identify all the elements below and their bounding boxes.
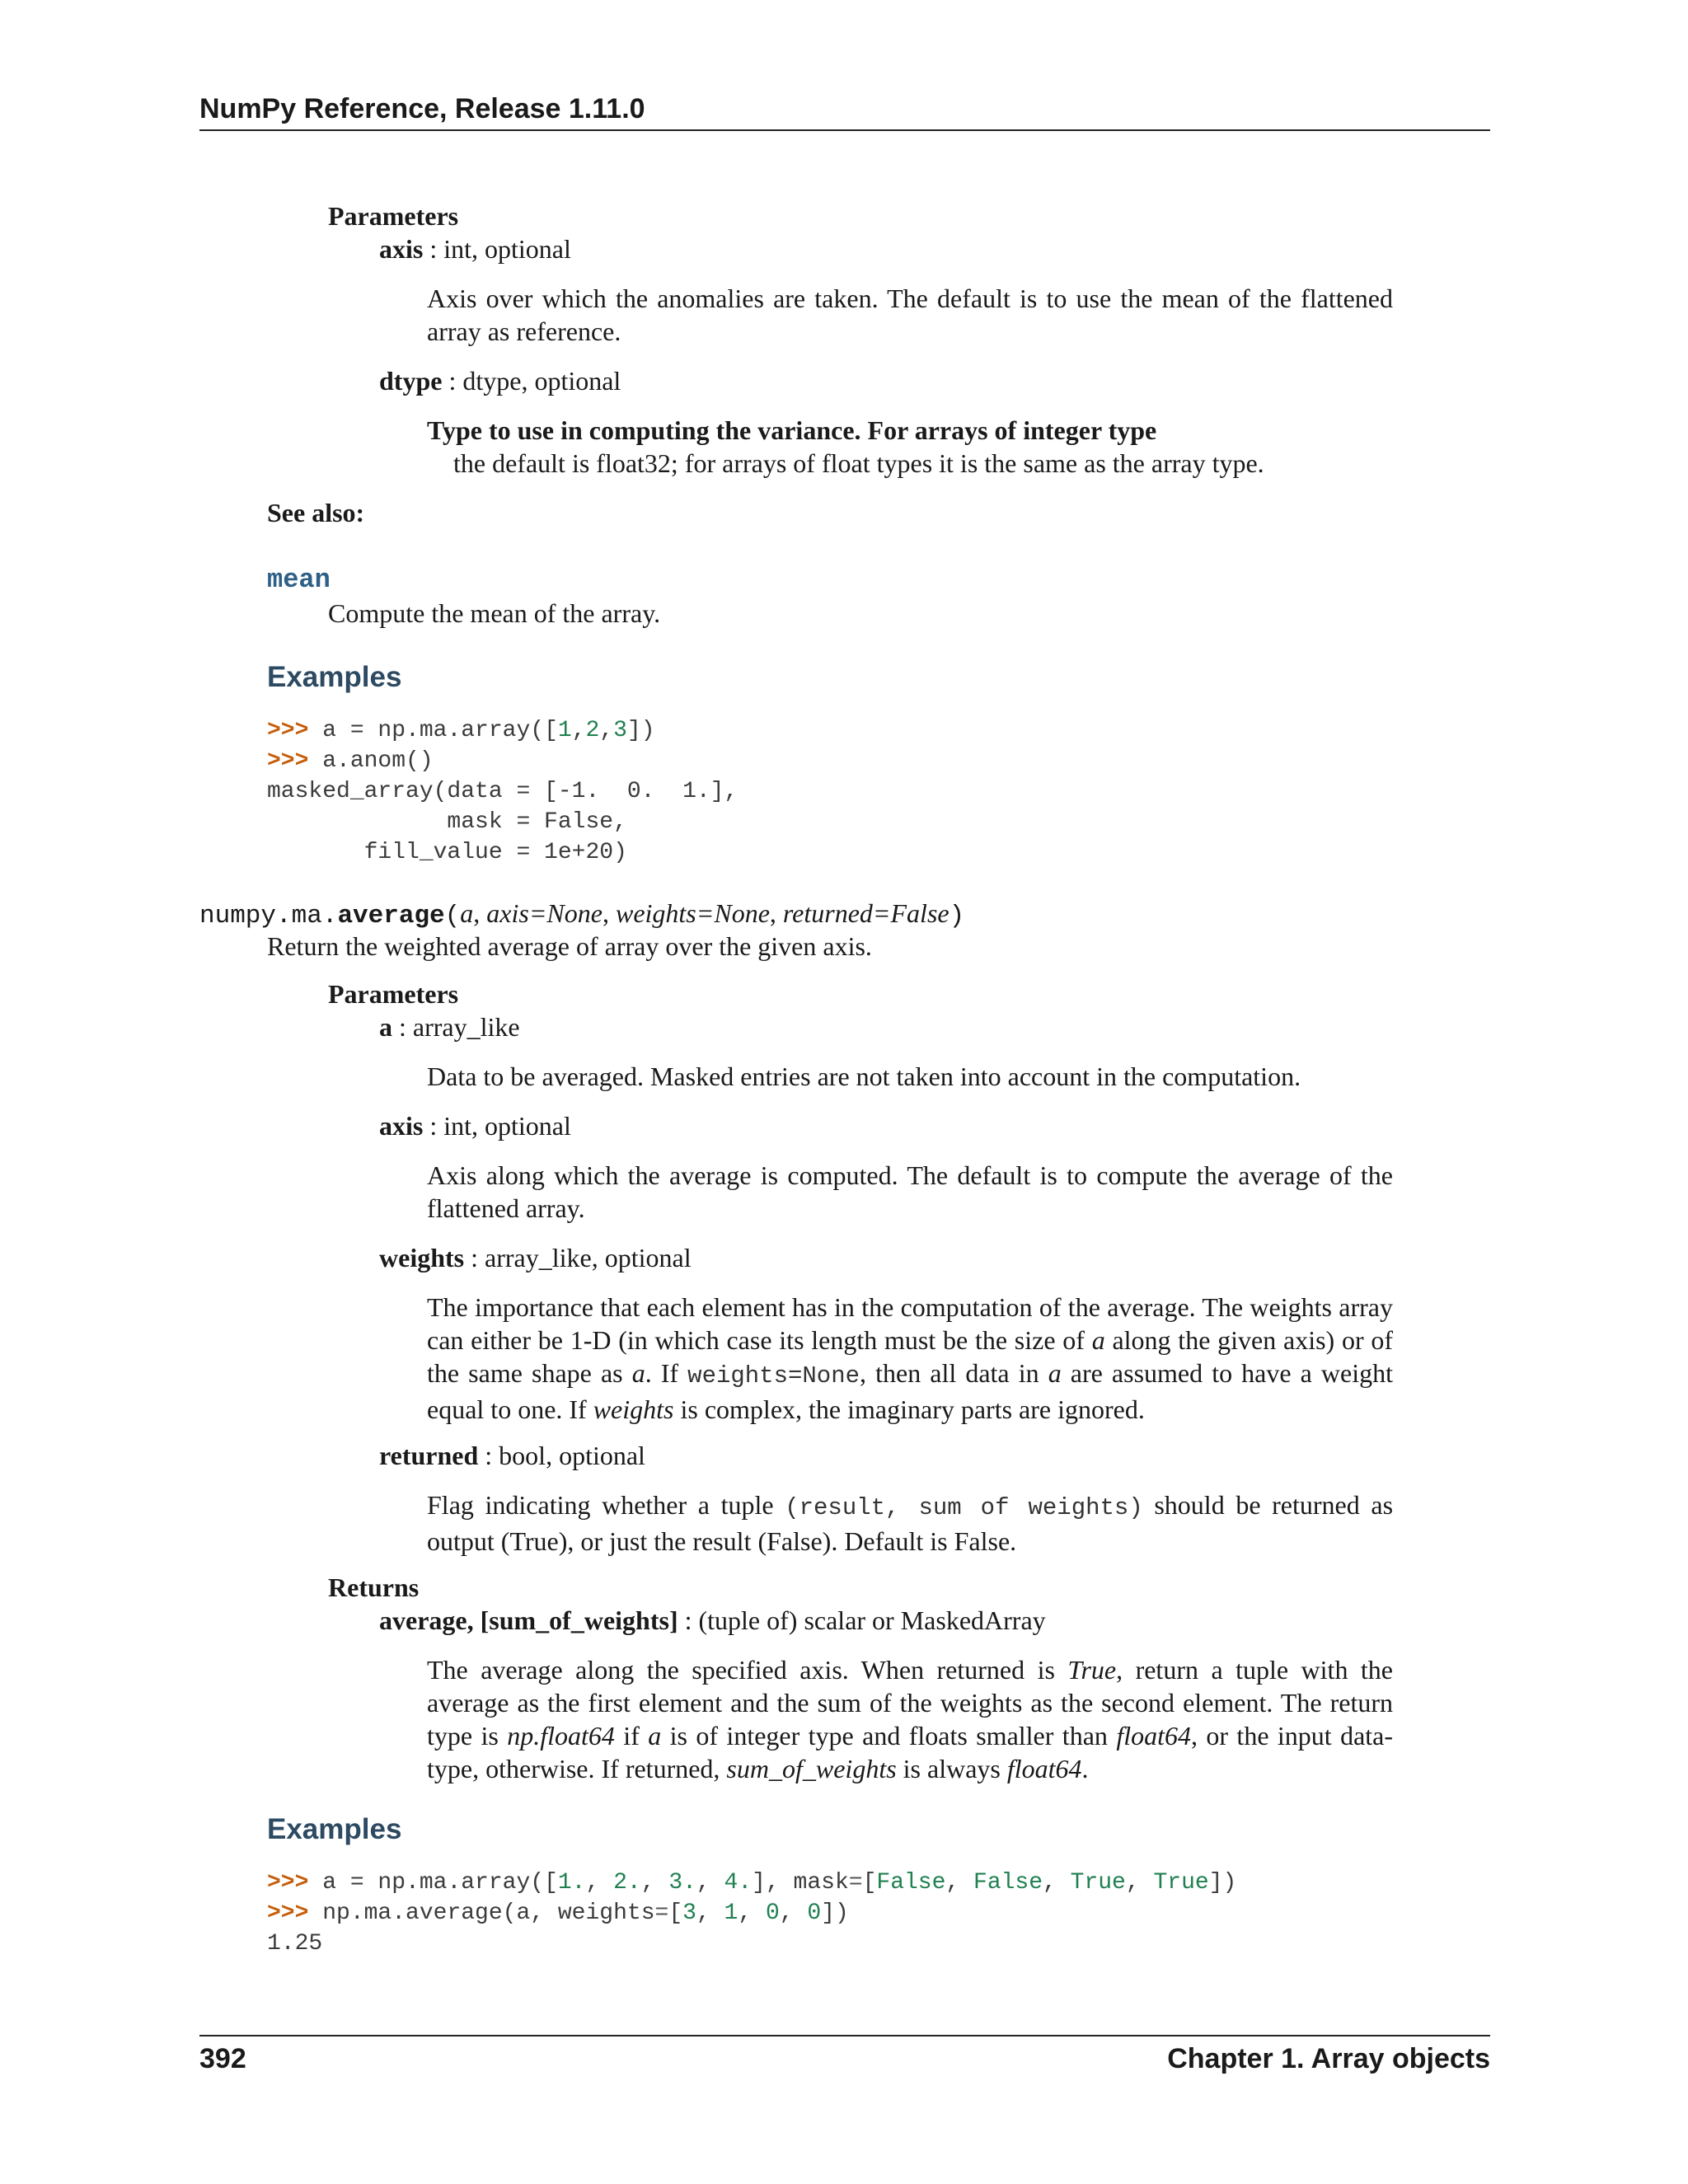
see-also-label: See also: [267, 498, 365, 527]
code-line: >>> a.anom() [267, 748, 434, 774]
header-rule [199, 129, 1490, 131]
code-line: >>> np.ma.average(a, weights=[3, 1, 0, 0]) [267, 1900, 849, 1926]
function-signature: numpy.ma.average(a, axis=None, weights=None, returned=False) [199, 898, 965, 930]
code-output-line: mask = False, [267, 809, 627, 835]
return-description: The average along the specified axis. When returned is True, return a tuple with the average as the first element and the sum of the weights as the second element. The return type is np.float64 if a is of integer type and floats smaller than float64, or the input data-type, otherwise. If returned, sum_of_weights is always float64. [427, 1655, 1394, 1783]
signature-module: numpy.ma. [199, 902, 338, 930]
param-name: axis [379, 234, 424, 264]
param-type: : array_like, optional [464, 1243, 692, 1272]
return-name: average, [sum_of_weights] [379, 1605, 678, 1635]
param-name: a [379, 1012, 392, 1042]
code-output-line: 1.25 [267, 1931, 323, 1957]
param-type: : int, optional [423, 234, 571, 264]
param-description: The importance that each element has in the computation of the average. The weights array can either be 1-D (in which case its length must be the size of a along the given axis) or of the same shape as a. If weights=None, then all data in a are assumed to have a weight equal to one. If weights is complex, the imaginary parts are ignored. [427, 1292, 1394, 1424]
param-a [379, 1010, 520, 1043]
footer-rule [199, 2035, 1490, 2036]
see-also-description: Compute the mean of the array. [328, 598, 661, 628]
examples-heading: Examples [267, 1813, 402, 1845]
code-example-block [267, 1868, 1236, 1959]
inline-code: weights=None [687, 1362, 860, 1390]
param-axis [379, 1109, 571, 1142]
code-output-line: masked_array(data = [-1. 0. 1.], [267, 779, 738, 804]
signature-paren: ) [949, 902, 965, 930]
signature-name: average [337, 902, 445, 930]
param-axis [379, 232, 571, 265]
inline-code: (result, sum of weights) [785, 1494, 1143, 1521]
parameters-label: Parameters [328, 201, 459, 231]
param-description: Flag indicating whether a tuple (result, sum of weights) should be returned as output (True), or just the result (False). Default is False. [427, 1490, 1394, 1556]
param-description: Data to be averaged. Masked entries are not taken into account in the computation. [427, 1062, 1301, 1091]
code-line: >>> a = np.ma.array([1., 2., 3., 4.], mask=[False, False, True, True]) [267, 1870, 1237, 1896]
page-header-title: NumPy Reference, Release 1.11.0 [199, 93, 645, 124]
param-returned [379, 1439, 645, 1472]
param-name: dtype [379, 366, 443, 396]
param-description: Axis along which the average is computed. The default is to compute the average of the flattened array. [427, 1160, 1393, 1223]
param-description: the default is float32; for arrays of float types it is the same as the array type. [453, 448, 1264, 478]
examples-heading: Examples [267, 661, 402, 693]
param-description: Axis over which the anomalies are taken. The default is to use the mean of the flattened array as reference. [427, 284, 1393, 346]
code-output-line: fill_value = 1e+20) [267, 840, 627, 865]
signature-arg: a [460, 898, 474, 928]
page-number: 392 [199, 2043, 246, 2074]
return-type: : (tuple of) scalar or MaskedArray [678, 1605, 1046, 1635]
return-value [379, 1604, 1046, 1637]
param-dtype [379, 364, 621, 397]
param-type: : bool, optional [478, 1441, 645, 1470]
function-summary: Return the weighted average of array over the given axis. [267, 931, 872, 961]
signature-arg: weights=None [615, 898, 770, 928]
parameters-label: Parameters [328, 979, 459, 1009]
param-description-term: Type to use in computing the variance. For arrays of integer type [427, 415, 1157, 445]
signature-paren: ( [444, 902, 461, 930]
param-name: weights [379, 1243, 465, 1272]
code-line: >>> a = np.ma.array([1,2,3]) [267, 718, 655, 743]
signature-arg: axis=None [486, 898, 603, 928]
param-name: returned [379, 1441, 479, 1470]
chapter-title: Chapter 1. Array objects [1167, 2043, 1490, 2074]
param-type: : dtype, optional [442, 366, 621, 396]
param-type: : int, optional [423, 1111, 571, 1141]
returns-label: Returns [328, 1572, 420, 1602]
code-example-block [267, 715, 738, 868]
see-also-link-mean[interactable]: mean [267, 565, 331, 595]
param-weights [379, 1241, 692, 1274]
param-type: : array_like [392, 1012, 520, 1042]
signature-arg: returned=False [782, 898, 950, 928]
param-name: axis [379, 1111, 424, 1141]
